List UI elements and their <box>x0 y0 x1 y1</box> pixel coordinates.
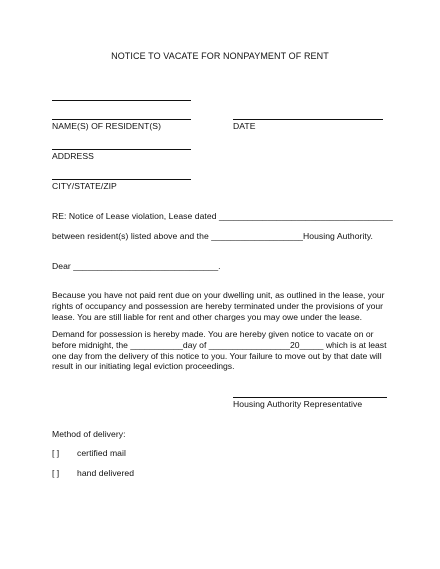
paragraph-line: one day from the delivery of this notice to you. Your failure to move out by that date will <box>52 350 382 361</box>
date-label: DATE <box>233 121 256 131</box>
hand-delivered-checkbox[interactable]: [ ] <box>52 468 60 478</box>
resident-name-line-1 <box>52 100 191 101</box>
paragraph-demand <box>52 329 392 372</box>
delivery-method-label: Method of delivery: <box>52 429 126 439</box>
paragraph-line: before midnight, the ___________day of _________________20_____ which is at least <box>52 339 387 350</box>
address-label: ADDRESS <box>52 151 94 161</box>
certified-mail-label: certified mail <box>77 448 126 458</box>
paragraph-rent-due <box>52 290 392 322</box>
paragraph-line: Demand for possession is hereby made. You are hereby given notice to vacate on or <box>52 329 374 339</box>
city-state-zip-line <box>52 179 191 180</box>
city-state-zip-label: CITY/STATE/ZIP <box>52 181 117 191</box>
resident-names-label: NAME(S) OF RESIDENT(S) <box>52 121 161 131</box>
certified-mail-checkbox[interactable]: [ ] <box>52 448 60 458</box>
paragraph-line: lease. You are still liable for rent and other charges you may owe under the lease. <box>52 311 363 322</box>
dear-line: Dear ______________________________. <box>52 261 221 271</box>
paragraph-line: result in our initiating legal eviction proceedings. <box>52 361 235 372</box>
date-line <box>233 119 383 120</box>
between-line: between resident(s) listed above and the ___________________Housing Authority. <box>52 231 373 241</box>
signature-label: Housing Authority Representative <box>233 399 363 409</box>
paragraph-line: Because you have not paid rent due on your dwelling unit, as outlined in the lease, your <box>52 290 385 300</box>
hand-delivered-label: hand delivered <box>77 468 135 478</box>
address-line <box>52 149 191 150</box>
document-title: NOTICE TO VACATE FOR NONPAYMENT OF RENT <box>111 51 329 61</box>
signature-line <box>233 397 387 398</box>
resident-name-line-2 <box>52 119 191 120</box>
paragraph-line: rights of occupancy and possession are hereby terminated under the provisions of your <box>52 300 384 311</box>
re-line: RE: Notice of Lease violation, Lease dated ____________________________________ <box>52 211 393 221</box>
